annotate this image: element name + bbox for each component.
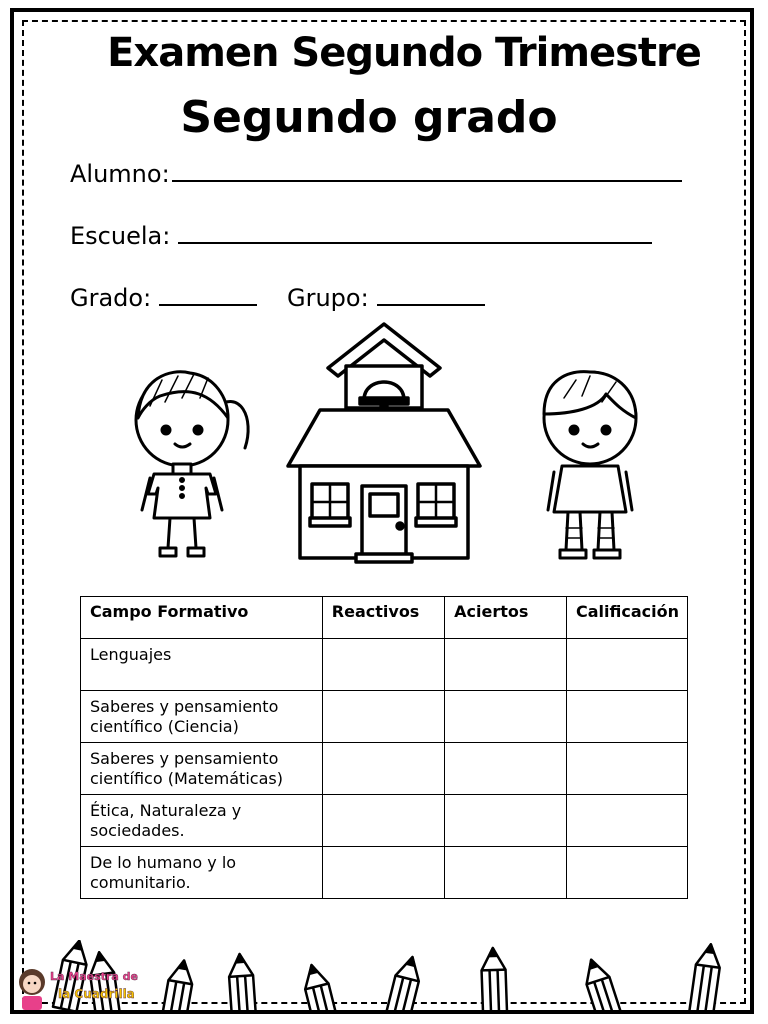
calificacion-cell[interactable] — [566, 847, 687, 899]
table-row — [81, 691, 688, 743]
pencil-icon — [228, 953, 257, 1010]
girl-icon — [136, 372, 248, 556]
table-row — [81, 639, 688, 691]
table-row — [81, 743, 688, 795]
pencil-icon — [160, 958, 196, 1010]
exam-title: Examen Segundo Trimestre — [107, 30, 701, 76]
group-label: Grupo: — [287, 284, 369, 312]
pencil-icon — [300, 962, 340, 1010]
calificacion-cell[interactable] — [566, 691, 687, 743]
group-field[interactable] — [287, 284, 485, 312]
grade-field[interactable] — [70, 284, 257, 312]
aciertos-cell[interactable] — [445, 639, 567, 691]
aciertos-cell[interactable] — [445, 743, 567, 795]
score-table — [80, 596, 688, 899]
aciertos-cell[interactable] — [445, 847, 567, 899]
table-header-row — [81, 597, 688, 639]
school-field[interactable] — [70, 222, 652, 250]
table-row — [81, 795, 688, 847]
pencil-icon — [689, 943, 723, 1010]
aciertos-cell[interactable] — [445, 795, 567, 847]
calificacion-cell[interactable] — [566, 795, 687, 847]
row-field-name: De lo humano y lo comunitario. — [81, 847, 323, 899]
svg-text:la Cuadrilla: la Cuadrilla — [58, 987, 135, 1001]
row-field-name: Ética, Naturaleza y sociedades. — [81, 795, 323, 847]
reactivos-cell[interactable] — [322, 639, 444, 691]
school-house-icon — [288, 324, 480, 562]
reactivos-cell[interactable] — [322, 795, 444, 847]
header-aciertos: Aciertos — [445, 597, 567, 639]
svg-text:La Maestra de: La Maestra de — [50, 970, 138, 983]
grade-title: Segundo grado — [180, 92, 558, 143]
pencil-icon — [384, 954, 424, 1010]
pencil-icon — [580, 956, 624, 1010]
school-illustration — [120, 318, 650, 568]
grade-label: Grado: — [70, 284, 152, 312]
brand-logo — [16, 960, 138, 1012]
grade-line[interactable] — [159, 304, 257, 306]
pencil-icon — [481, 948, 507, 1010]
aciertos-cell[interactable] — [445, 691, 567, 743]
group-line[interactable] — [377, 304, 485, 306]
header-calificacion: Calificación — [566, 597, 687, 639]
calificacion-cell[interactable] — [566, 639, 687, 691]
table-row — [81, 847, 688, 899]
calificacion-cell[interactable] — [566, 743, 687, 795]
reactivos-cell[interactable] — [322, 743, 444, 795]
row-field-name: Saberes y pensamiento científico (Matemáticas) — [81, 743, 323, 795]
row-field-name: Lenguajes — [81, 639, 323, 691]
row-field-name: Saberes y pensamiento científico (Ciencia) — [81, 691, 323, 743]
reactivos-cell[interactable] — [322, 847, 444, 899]
school-label: Escuela: — [70, 222, 171, 250]
reactivos-cell[interactable] — [322, 691, 444, 743]
student-line[interactable] — [172, 180, 682, 182]
header-campo-formativo: Campo Formativo — [81, 597, 323, 639]
header-reactivos: Reactivos — [322, 597, 444, 639]
school-line[interactable] — [178, 242, 652, 244]
student-label: Alumno: — [70, 160, 170, 188]
boy-icon — [544, 372, 636, 558]
student-field[interactable] — [70, 160, 682, 188]
